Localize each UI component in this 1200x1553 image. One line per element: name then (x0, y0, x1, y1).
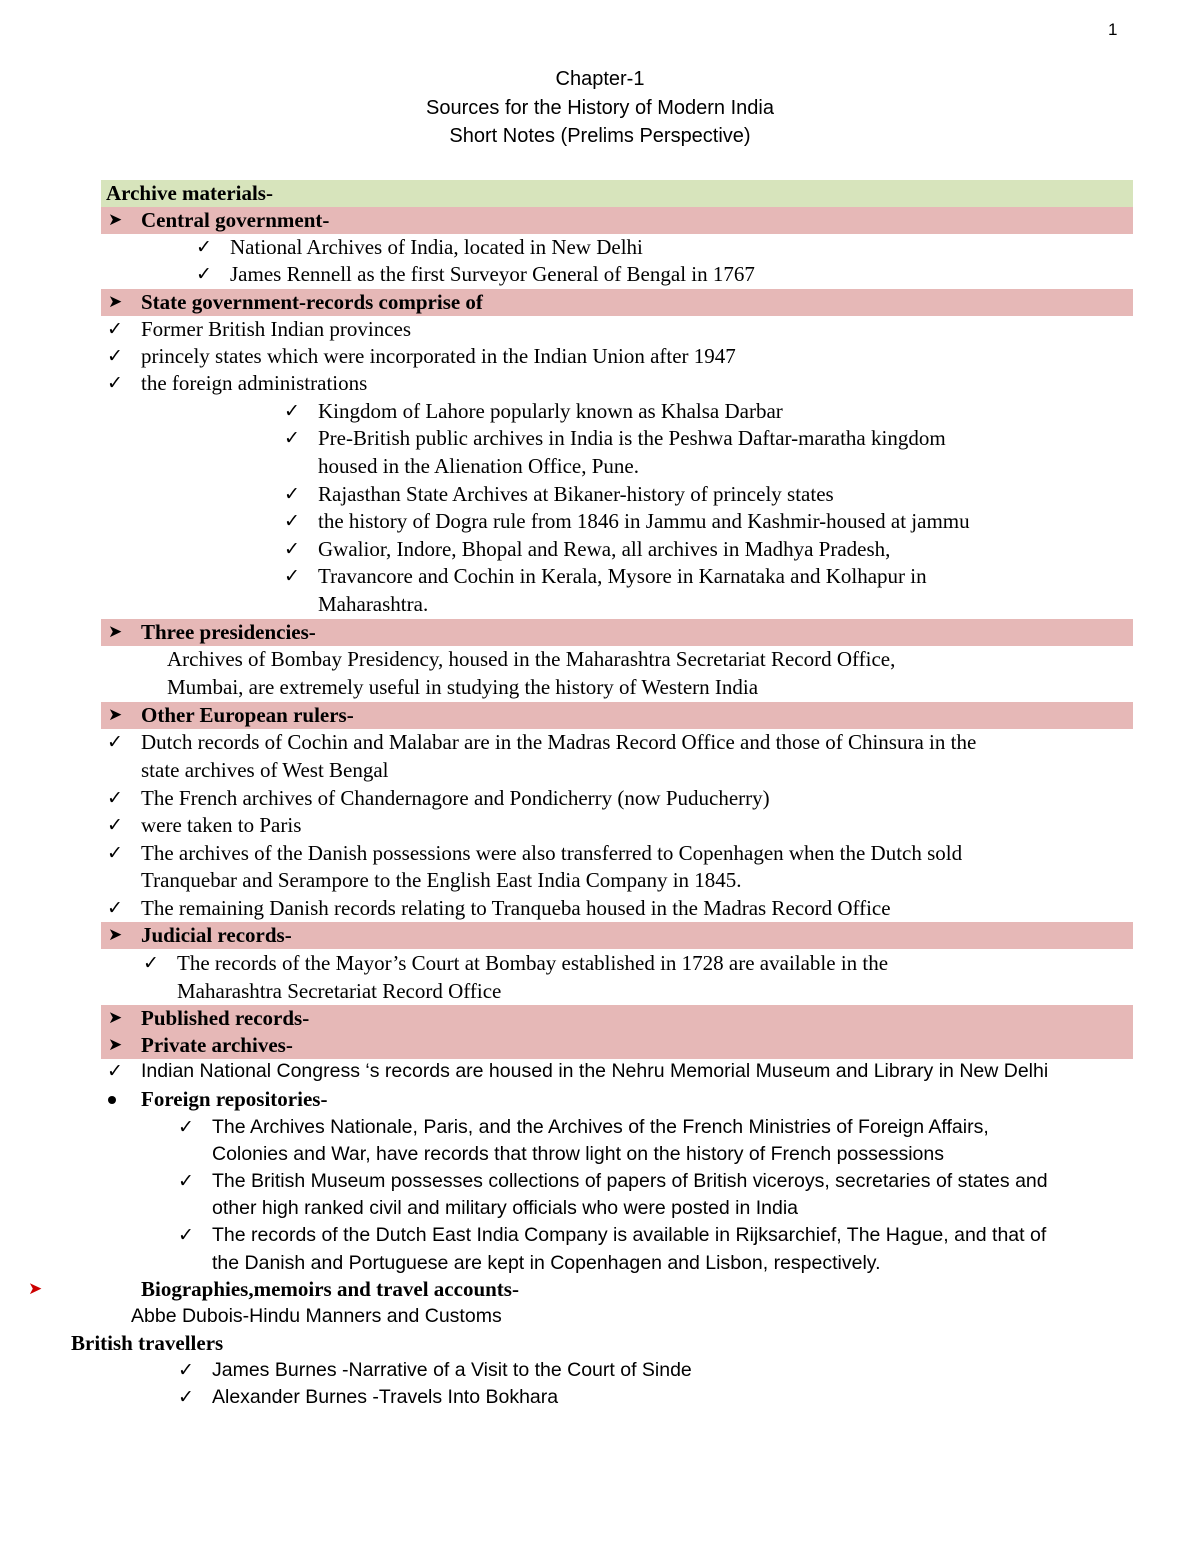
check-icon: ✓ (196, 237, 212, 258)
check-icon: ✓ (284, 428, 300, 449)
check-icon: ✓ (107, 898, 123, 919)
list-item-continuation: the Danish and Portuguese are kept in Copenhagen and Lisbon, respectively. (212, 1252, 881, 1274)
archive-materials-heading: Archive materials- (106, 181, 273, 205)
check-icon: ✓ (178, 1387, 194, 1408)
check-icon: ✓ (284, 539, 300, 560)
private-heading: Private archives- (141, 1033, 293, 1057)
list-item: The French archives of Chandernagore and Pondicherry (now Puducherry) (141, 786, 770, 810)
bullet-icon (108, 1096, 116, 1104)
central-gov-heading: Central government- (141, 208, 330, 232)
foreign-heading: Foreign repositories- (141, 1087, 328, 1111)
arrow-icon: ➤ (108, 925, 123, 945)
check-icon: ✓ (107, 843, 123, 864)
paragraph-line: Abbe Dubois-Hindu Manners and Customs (131, 1305, 502, 1327)
check-icon: ✓ (107, 732, 123, 753)
check-icon: ✓ (107, 815, 123, 836)
biographies-heading: Biographies,memoirs and travel accounts- (141, 1277, 519, 1301)
check-icon: ✓ (284, 566, 300, 587)
check-icon: ✓ (143, 953, 159, 974)
list-item: The Archives Nationale, Paris, and the Archives of the French Ministries of Foreign Affairs, (212, 1116, 989, 1138)
list-item: The archives of the Danish possessions were also transferred to Copenhagen when the Dutch sold (141, 841, 963, 865)
check-icon: ✓ (284, 484, 300, 505)
list-item: Travancore and Cochin in Kerala, Mysore in Karnataka and Kolhapur in (318, 564, 927, 588)
list-item: Pre-British public archives in India is the Peshwa Daftar-maratha kingdom (318, 426, 946, 450)
british-travellers-heading: British travellers (71, 1331, 224, 1355)
check-icon: ✓ (178, 1225, 194, 1246)
list-item-continuation: Maharashtra. (318, 592, 429, 616)
check-icon: ✓ (107, 346, 123, 367)
check-icon: ✓ (107, 319, 123, 340)
list-item: National Archives of India, located in New Delhi (230, 235, 643, 259)
check-icon: ✓ (284, 401, 300, 422)
list-item-continuation: Tranquebar and Serampore to the English East India Company in 1845. (141, 868, 742, 892)
european-heading: Other European rulers- (141, 703, 354, 727)
check-icon: ✓ (107, 788, 123, 809)
list-item: Alexander Burnes -Travels Into Bokhara (212, 1386, 559, 1408)
list-item-continuation: state archives of West Bengal (141, 758, 389, 782)
list-item: James Burnes -Narrative of a Visit to the Court of Sinde (212, 1359, 692, 1381)
list-item: The records of the Dutch East India Company is available in Rijksarchief, The Hague, and that of (212, 1224, 1047, 1246)
state-gov-heading: State government-records comprise of (141, 290, 483, 314)
check-icon: ✓ (178, 1171, 194, 1192)
check-icon: ✓ (196, 264, 212, 285)
list-item-continuation: Colonies and War, have records that throw light on the history of French possessions (212, 1143, 944, 1165)
list-item: Rajasthan State Archives at Bikaner-history of princely states (318, 482, 834, 506)
arrow-icon: ➤ (28, 1279, 43, 1299)
list-item: the foreign administrations (141, 371, 368, 395)
presidencies-heading: Three presidencies- (141, 620, 316, 644)
page-number: 1 (1108, 20, 1118, 39)
list-item: The records of the Mayor’s Court at Bombay established in 1728 are available in the (177, 951, 889, 975)
check-icon: ✓ (107, 1061, 123, 1082)
list-item: Dutch records of Cochin and Malabar are in the Madras Record Office and those of Chinsura in the (141, 730, 977, 754)
list-item: Gwalior, Indore, Bhopal and Rewa, all archives in Madhya Pradesh, (318, 537, 891, 561)
check-icon: ✓ (178, 1117, 194, 1138)
list-item: Indian National Congress ‘s records are housed in the Nehru Memorial Museum and Library in New Delhi (141, 1060, 1049, 1082)
list-item-continuation: other high ranked civil and military officials who were posted in India (212, 1197, 799, 1219)
list-item: were taken to Paris (141, 813, 302, 837)
arrow-icon: ➤ (108, 1035, 123, 1055)
arrow-icon: ➤ (108, 292, 123, 312)
arrow-icon: ➤ (108, 705, 123, 725)
list-item-continuation: Maharashtra Secretariat Record Office (177, 979, 502, 1003)
page-title: Sources for the History of Modern India (426, 97, 774, 119)
check-icon: ✓ (107, 373, 123, 394)
page-subtitle: Short Notes (Prelims Perspective) (449, 125, 751, 147)
list-item: The remaining Danish records relating to Tranqueba housed in the Madras Record Office (141, 896, 891, 920)
published-heading: Published records- (141, 1006, 310, 1030)
paragraph-line: Mumbai, are extremely useful in studying the history of Western India (167, 675, 759, 699)
arrow-icon: ➤ (108, 622, 123, 642)
list-item: James Rennell as the first Surveyor General of Bengal in 1767 (230, 262, 755, 286)
arrow-icon: ➤ (108, 210, 123, 230)
list-item: The British Museum possesses collections of papers of British viceroys, secretaries of states and (212, 1170, 1048, 1192)
list-item: the history of Dogra rule from 1846 in Jammu and Kashmir-housed at jammu (318, 509, 970, 533)
paragraph-line: Archives of Bombay Presidency, housed in the Maharashtra Secretariat Record Office, (167, 647, 896, 671)
list-item: princely states which were incorporated in the Indian Union after 1947 (141, 344, 736, 368)
list-item: Former British Indian provinces (141, 317, 412, 341)
arrow-icon: ➤ (108, 1008, 123, 1028)
list-item-continuation: housed in the Alienation Office, Pune. (318, 454, 639, 478)
check-icon: ✓ (178, 1360, 194, 1381)
check-icon: ✓ (284, 511, 300, 532)
chapter-label: Chapter-1 (555, 68, 645, 90)
list-item: Kingdom of Lahore popularly known as Khalsa Darbar (318, 399, 783, 423)
judicial-heading: Judicial records- (141, 923, 292, 947)
